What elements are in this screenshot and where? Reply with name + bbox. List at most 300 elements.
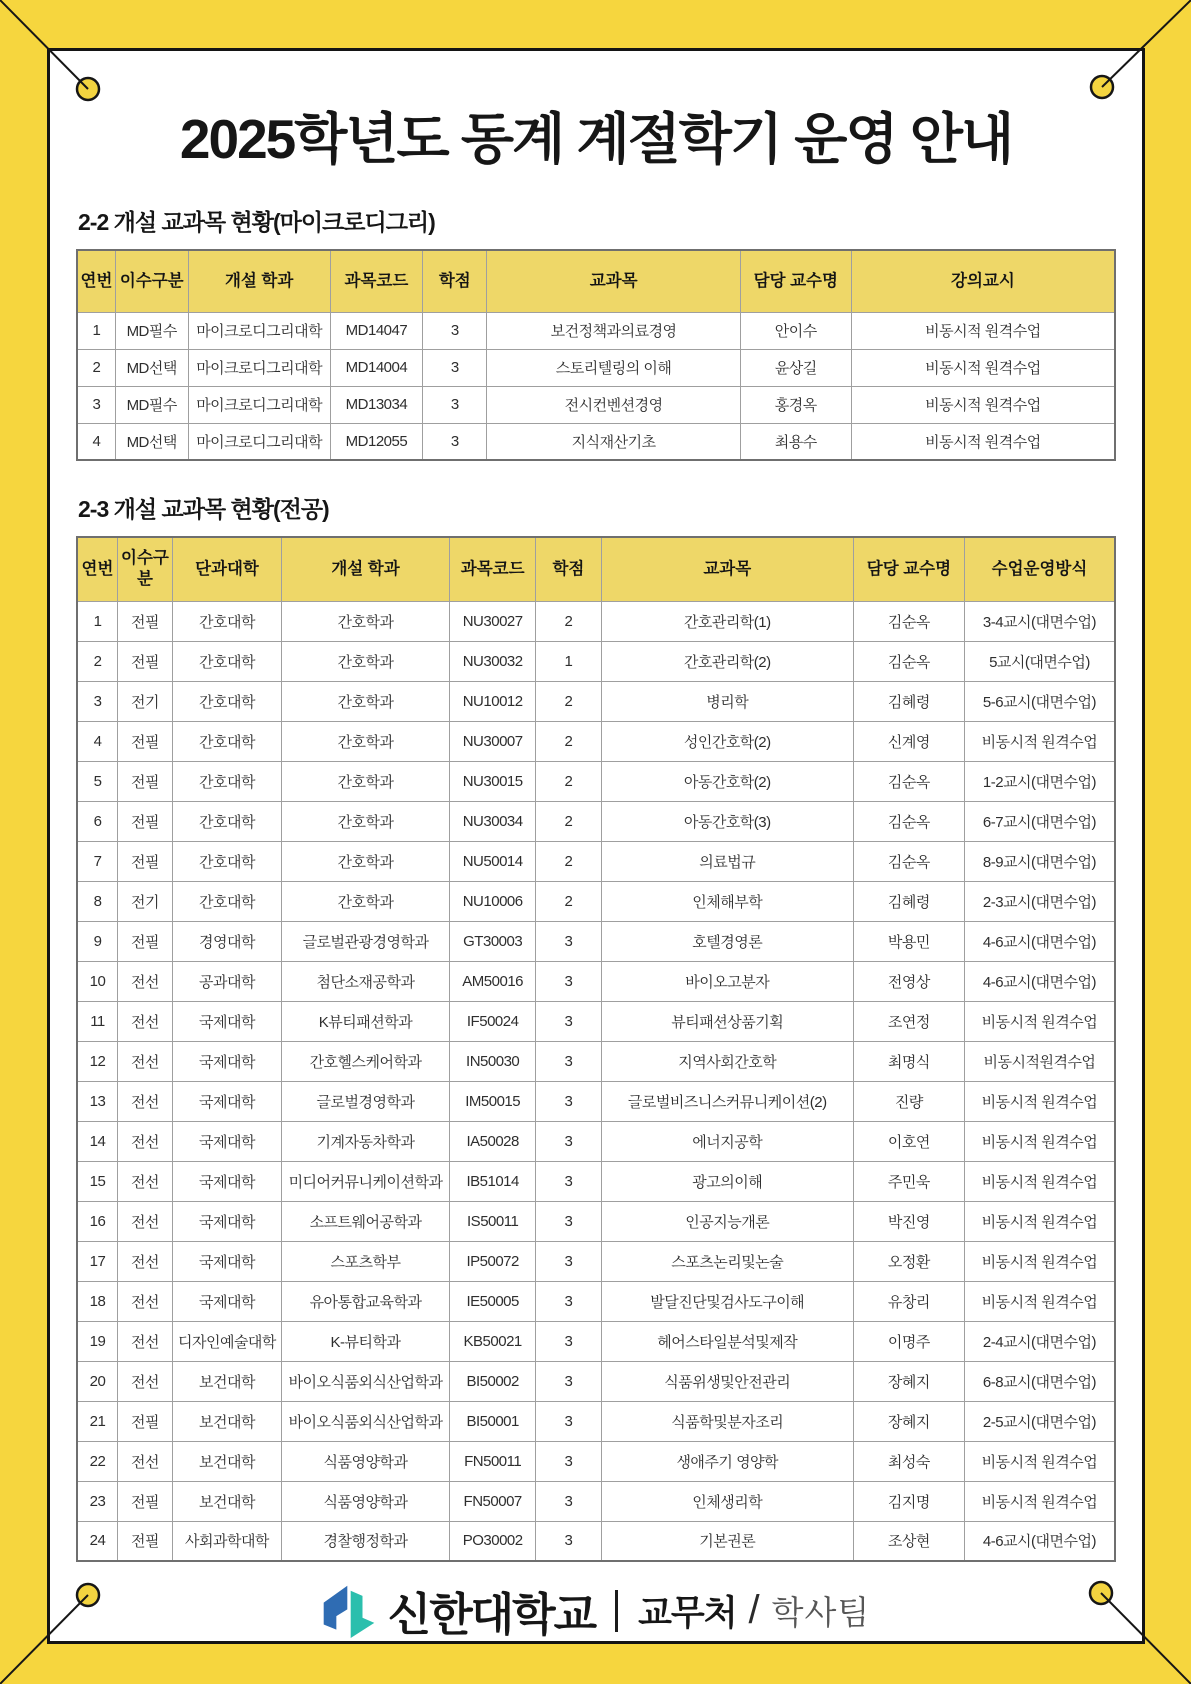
table-cell: 비동시적 원격수업: [964, 721, 1115, 761]
table-cell: 김지명: [853, 1481, 964, 1521]
table-cell: 국제대학: [172, 1241, 281, 1281]
table-row: [77, 801, 1115, 841]
table-cell: 전선: [117, 1441, 172, 1481]
table-cell: 5교시(대면수업): [964, 641, 1115, 681]
table-cell: 20: [77, 1361, 117, 1401]
table-cell: 전필: [117, 841, 172, 881]
table-cell: 3: [536, 1241, 601, 1281]
table-cell: 스포츠학부: [281, 1241, 449, 1281]
table-cell: NU30015: [450, 761, 536, 801]
table-cell: 16: [77, 1201, 117, 1241]
table-cell: 최명식: [853, 1041, 964, 1081]
table-cell: 김순옥: [853, 601, 964, 641]
table-cell: 간호대학: [172, 681, 281, 721]
table-cell: MD필수: [115, 312, 188, 349]
table-cell: 마이크로디그리대학: [188, 312, 330, 349]
table-cell: 소프트웨어공학과: [281, 1201, 449, 1241]
table-cell: FN50011: [450, 1441, 536, 1481]
table-cell: 7: [77, 841, 117, 881]
footer-slash: /: [748, 1588, 760, 1632]
column-header: 학점: [536, 537, 601, 601]
table-cell: 아동간호학(2): [601, 761, 853, 801]
table-cell: 2: [77, 349, 115, 386]
table-cell: 비동시적 원격수업: [851, 423, 1115, 460]
table-cell: 간호학과: [281, 841, 449, 881]
table-cell: 3: [536, 1121, 601, 1161]
table-cell: 간호관리학(2): [601, 641, 853, 681]
table-cell: 간호학과: [281, 641, 449, 681]
table-row: [77, 761, 1115, 801]
table-cell: K-뷰티학과: [281, 1321, 449, 1361]
table-cell: 인체생리학: [601, 1481, 853, 1521]
table-cell: 사회과학대학: [172, 1521, 281, 1561]
table-cell: 비동시적 원격수업: [964, 1081, 1115, 1121]
table-row: [77, 423, 1115, 460]
table-cell: 3: [536, 1281, 601, 1321]
column-header: 강의교시: [851, 250, 1115, 312]
table-cell: GT30003: [450, 921, 536, 961]
table-cell: 국제대학: [172, 1161, 281, 1201]
table-cell: 4-6교시(대면수업): [964, 1521, 1115, 1561]
table-cell: 박용민: [853, 921, 964, 961]
table-cell: 보건대학: [172, 1361, 281, 1401]
table-cell: 1: [77, 601, 117, 641]
table-cell: 1: [536, 641, 601, 681]
table-cell: 2: [536, 881, 601, 921]
table-cell: AM50016: [450, 961, 536, 1001]
table-row: [77, 1441, 1115, 1481]
table-cell: 3: [423, 312, 487, 349]
table-cell: 경영대학: [172, 921, 281, 961]
table-cell: MD13034: [330, 386, 422, 423]
table-cell: 19: [77, 1321, 117, 1361]
table-cell: 3: [536, 1001, 601, 1041]
table-cell: 8: [77, 881, 117, 921]
column-header: 과목코드: [330, 250, 422, 312]
table-cell: IB51014: [450, 1161, 536, 1201]
table-cell: 15: [77, 1161, 117, 1201]
table-cell: 비동시적원격수업: [964, 1041, 1115, 1081]
table-cell: 18: [77, 1281, 117, 1321]
table-cell: 국제대학: [172, 1041, 281, 1081]
university-name: 신한대학교: [387, 1589, 596, 1640]
column-header: 담당 교수명: [740, 250, 851, 312]
table-cell: 헤어스타일분석및제작: [601, 1321, 853, 1361]
footer-divider: [615, 1590, 618, 1632]
table-cell: 2: [536, 721, 601, 761]
table-cell: 국제대학: [172, 1121, 281, 1161]
table-cell: 조상현: [853, 1521, 964, 1561]
table-cell: 전영상: [853, 961, 964, 1001]
table-cell: 6: [77, 801, 117, 841]
md-table-header-row: [77, 250, 1115, 312]
table-cell: 2-3교시(대면수업): [964, 881, 1115, 921]
table-cell: 3: [536, 1161, 601, 1201]
table-cell: 의료법규: [601, 841, 853, 881]
table-cell: IA50028: [450, 1121, 536, 1161]
table-cell: 광고의이해: [601, 1161, 853, 1201]
column-header: 단과대학: [172, 537, 281, 601]
table-row: [77, 312, 1115, 349]
table-cell: 식품영양학과: [281, 1441, 449, 1481]
table-cell: 인공지능개론: [601, 1201, 853, 1241]
table-cell: 간호학과: [281, 721, 449, 761]
table-cell: 보건정책과의료경영: [487, 312, 740, 349]
table-cell: IF50024: [450, 1001, 536, 1041]
table-cell: 전필: [117, 761, 172, 801]
table-cell: 비동시적 원격수업: [851, 312, 1115, 349]
table-cell: 2-5교시(대면수업): [964, 1401, 1115, 1441]
table-cell: MD선택: [115, 349, 188, 386]
table-cell: 지역사회간호학: [601, 1041, 853, 1081]
table-cell: 김순옥: [853, 801, 964, 841]
footer-team: 학사팀: [771, 1594, 871, 1631]
table-cell: 신계영: [853, 721, 964, 761]
table-cell: 마이크로디그리대학: [188, 423, 330, 460]
table-cell: NU10006: [450, 881, 536, 921]
table-cell: 전필: [117, 721, 172, 761]
table-row: [77, 1081, 1115, 1121]
table-cell: 22: [77, 1441, 117, 1481]
table-row: [77, 1281, 1115, 1321]
column-header: 교과목: [601, 537, 853, 601]
table-cell: 6-7교시(대면수업): [964, 801, 1115, 841]
table-row: [77, 881, 1115, 921]
table-cell: 성인간호학(2): [601, 721, 853, 761]
table-cell: 박진영: [853, 1201, 964, 1241]
table-cell: 김순옥: [853, 761, 964, 801]
table-cell: 보건대학: [172, 1401, 281, 1441]
major-courses-table: [76, 536, 1116, 1562]
table-cell: 간호학과: [281, 681, 449, 721]
table-row: [77, 841, 1115, 881]
table-cell: 17: [77, 1241, 117, 1281]
table-cell: 식품학및분자조리: [601, 1401, 853, 1441]
table-cell: 2: [536, 841, 601, 881]
table-cell: 비동시적 원격수업: [964, 1201, 1115, 1241]
table-cell: 바이오식품외식산업학과: [281, 1401, 449, 1441]
table-cell: 21: [77, 1401, 117, 1441]
table-cell: IM50015: [450, 1081, 536, 1121]
table-cell: 스포츠논리및논술: [601, 1241, 853, 1281]
table-cell: 바이오고분자: [601, 961, 853, 1001]
table-cell: 간호대학: [172, 801, 281, 841]
table-cell: 전필: [117, 921, 172, 961]
table-row: [77, 1241, 1115, 1281]
table-row: [77, 1361, 1115, 1401]
table-cell: 간호학과: [281, 761, 449, 801]
table-row: [77, 681, 1115, 721]
table-cell: IS50011: [450, 1201, 536, 1241]
table-cell: 2: [536, 601, 601, 641]
table-cell: 전기: [117, 681, 172, 721]
table-cell: BI50002: [450, 1361, 536, 1401]
table-cell: 홍경옥: [740, 386, 851, 423]
table-cell: 국제대학: [172, 1201, 281, 1241]
table-cell: PO30002: [450, 1521, 536, 1561]
table-cell: NU30027: [450, 601, 536, 641]
column-header: 이수구분: [117, 537, 172, 601]
table-cell: 글로벌경영학과: [281, 1081, 449, 1121]
table-cell: 전필: [117, 641, 172, 681]
table-row: [77, 349, 1115, 386]
md-courses-table: [76, 249, 1116, 461]
table-cell: 병리학: [601, 681, 853, 721]
table-cell: 국제대학: [172, 1001, 281, 1041]
table-cell: 호텔경영론: [601, 921, 853, 961]
table-cell: 식품위생및안전관리: [601, 1361, 853, 1401]
column-header: 개설 학과: [188, 250, 330, 312]
table-cell: 비동시적 원격수업: [964, 1241, 1115, 1281]
section-md-heading: 2-2 개설 교과목 현황(마이크로디그리): [78, 209, 435, 235]
table-cell: 공과대학: [172, 961, 281, 1001]
table-cell: 8-9교시(대면수업): [964, 841, 1115, 881]
table-cell: 오정환: [853, 1241, 964, 1281]
table-cell: 3: [536, 1521, 601, 1561]
table-cell: 지식재산기초: [487, 423, 740, 460]
table-cell: NU30007: [450, 721, 536, 761]
table-cell: 장혜지: [853, 1401, 964, 1441]
table-row: [77, 601, 1115, 641]
table-cell: 마이크로디그리대학: [188, 386, 330, 423]
table-cell: 3: [423, 349, 487, 386]
table-row: [77, 1321, 1115, 1361]
table-cell: 이명주: [853, 1321, 964, 1361]
column-header: 과목코드: [450, 537, 536, 601]
table-cell: 조연정: [853, 1001, 964, 1041]
table-cell: 국제대학: [172, 1081, 281, 1121]
column-header: 연번: [77, 537, 117, 601]
table-cell: NU30032: [450, 641, 536, 681]
table-cell: 간호학과: [281, 881, 449, 921]
table-cell: 전선: [117, 1081, 172, 1121]
table-cell: 뷰티패션상품기획: [601, 1001, 853, 1041]
table-cell: 10: [77, 961, 117, 1001]
table-cell: MD12055: [330, 423, 422, 460]
table-cell: 2-4교시(대면수업): [964, 1321, 1115, 1361]
table-cell: 1-2교시(대면수업): [964, 761, 1115, 801]
table-cell: 11: [77, 1001, 117, 1041]
table-cell: 3: [536, 921, 601, 961]
table-cell: 3: [536, 1081, 601, 1121]
table-cell: 3-4교시(대면수업): [964, 601, 1115, 641]
table-cell: 유창리: [853, 1281, 964, 1321]
column-header: 교과목: [487, 250, 740, 312]
table-cell: 2: [536, 761, 601, 801]
table-cell: KB50021: [450, 1321, 536, 1361]
table-cell: 간호대학: [172, 721, 281, 761]
table-cell: 최용수: [740, 423, 851, 460]
table-cell: 9: [77, 921, 117, 961]
university-logo-icon: [322, 1580, 376, 1642]
table-cell: 3: [536, 1041, 601, 1081]
column-header: 수업운영방식: [964, 537, 1115, 601]
table-cell: IE50005: [450, 1281, 536, 1321]
table-cell: 4-6교시(대면수업): [964, 921, 1115, 961]
table-cell: 4: [77, 721, 117, 761]
table-row: [77, 1481, 1115, 1521]
table-cell: 3: [536, 1401, 601, 1441]
table-cell: 5-6교시(대면수업): [964, 681, 1115, 721]
table-cell: 전선: [117, 1041, 172, 1081]
column-header: 연번: [77, 250, 115, 312]
table-cell: IP50072: [450, 1241, 536, 1281]
table-cell: 기본권론: [601, 1521, 853, 1561]
table-cell: 4: [77, 423, 115, 460]
table-cell: 2: [536, 681, 601, 721]
column-header: 학점: [423, 250, 487, 312]
table-cell: MD필수: [115, 386, 188, 423]
table-cell: FN50007: [450, 1481, 536, 1521]
table-cell: 간호헬스케어학과: [281, 1041, 449, 1081]
table-cell: 1: [77, 312, 115, 349]
table-cell: 전필: [117, 1521, 172, 1561]
table-cell: 발달진단및검사도구이해: [601, 1281, 853, 1321]
table-cell: 김혜령: [853, 881, 964, 921]
table-cell: 비동시적 원격수업: [964, 1481, 1115, 1521]
table-cell: 3: [77, 386, 115, 423]
footer-department: 교무처: [638, 1593, 737, 1633]
section-major-heading: 2-3 개설 교과목 현황(전공): [78, 496, 329, 522]
table-row: [77, 1161, 1115, 1201]
table-cell: 간호대학: [172, 761, 281, 801]
table-cell: 2: [77, 641, 117, 681]
table-cell: 12: [77, 1041, 117, 1081]
footer: [76, 1578, 1116, 1643]
table-cell: 3: [423, 386, 487, 423]
table-cell: MD선택: [115, 423, 188, 460]
table-cell: 식품영양학과: [281, 1481, 449, 1521]
poster-paper: [47, 48, 1145, 1644]
table-cell: 13: [77, 1081, 117, 1121]
table-cell: 디자인예술대학: [172, 1321, 281, 1361]
table-cell: 24: [77, 1521, 117, 1561]
table-cell: 유아통합교육학과: [281, 1281, 449, 1321]
table-cell: 3: [423, 423, 487, 460]
table-cell: 전선: [117, 961, 172, 1001]
table-cell: 전선: [117, 1361, 172, 1401]
table-cell: 14: [77, 1121, 117, 1161]
table-cell: 최성숙: [853, 1441, 964, 1481]
table-cell: 비동시적 원격수업: [964, 1441, 1115, 1481]
column-header: 담당 교수명: [853, 537, 964, 601]
table-cell: 비동시적 원격수업: [964, 1281, 1115, 1321]
table-cell: 안이수: [740, 312, 851, 349]
table-cell: 이호연: [853, 1121, 964, 1161]
table-cell: K뷰티패션학과: [281, 1001, 449, 1041]
table-cell: NU10012: [450, 681, 536, 721]
table-cell: 간호학과: [281, 601, 449, 641]
table-cell: 비동시적 원격수업: [964, 1121, 1115, 1161]
table-row: [77, 1521, 1115, 1561]
table-cell: 아동간호학(3): [601, 801, 853, 841]
table-cell: 3: [536, 1321, 601, 1361]
table-cell: 글로벌관광경영학과: [281, 921, 449, 961]
table-cell: 윤상길: [740, 349, 851, 386]
table-cell: MD14047: [330, 312, 422, 349]
table-cell: 3: [536, 1361, 601, 1401]
table-cell: 3: [536, 1441, 601, 1481]
table-cell: 전선: [117, 1001, 172, 1041]
table-row: [77, 1001, 1115, 1041]
page-title: 2025학년도 동계 계절학기 운영 안내: [179, 108, 1013, 170]
table-cell: 전필: [117, 1401, 172, 1441]
table-cell: 인체해부학: [601, 881, 853, 921]
table-cell: IN50030: [450, 1041, 536, 1081]
table-cell: 바이오식품외식산업학과: [281, 1361, 449, 1401]
table-cell: 국제대학: [172, 1281, 281, 1321]
table-cell: 보건대학: [172, 1441, 281, 1481]
table-cell: 전선: [117, 1281, 172, 1321]
table-cell: 첨단소재공학과: [281, 961, 449, 1001]
table-cell: 비동시적 원격수업: [964, 1001, 1115, 1041]
table-cell: 전필: [117, 601, 172, 641]
table-cell: 23: [77, 1481, 117, 1521]
table-cell: 전기: [117, 881, 172, 921]
major-table-header-row: [77, 537, 1115, 601]
table-cell: 간호대학: [172, 641, 281, 681]
table-cell: MD14004: [330, 349, 422, 386]
table-cell: NU50014: [450, 841, 536, 881]
table-cell: 간호대학: [172, 881, 281, 921]
table-cell: 글로벌비즈니스커뮤니케이션(2): [601, 1081, 853, 1121]
table-cell: NU30034: [450, 801, 536, 841]
table-cell: 비동시적 원격수업: [851, 349, 1115, 386]
table-cell: 주민욱: [853, 1161, 964, 1201]
column-header: 개설 학과: [281, 537, 449, 601]
table-cell: 간호관리학(1): [601, 601, 853, 641]
table-cell: 3: [536, 1201, 601, 1241]
table-cell: 미디어커뮤니케이션학과: [281, 1161, 449, 1201]
table-cell: 김혜령: [853, 681, 964, 721]
table-cell: 기계자동차학과: [281, 1121, 449, 1161]
table-cell: 간호학과: [281, 801, 449, 841]
table-cell: 비동시적 원격수업: [851, 386, 1115, 423]
table-row: [77, 1401, 1115, 1441]
column-header: 이수구분: [115, 250, 188, 312]
table-cell: 전선: [117, 1161, 172, 1201]
table-cell: 전선: [117, 1121, 172, 1161]
table-cell: 2: [536, 801, 601, 841]
table-cell: 5: [77, 761, 117, 801]
table-cell: 진량: [853, 1081, 964, 1121]
table-cell: 전선: [117, 1201, 172, 1241]
table-row: [77, 1201, 1115, 1241]
table-cell: 간호대학: [172, 841, 281, 881]
table-cell: 6-8교시(대면수업): [964, 1361, 1115, 1401]
table-cell: 전필: [117, 1481, 172, 1521]
table-row: [77, 721, 1115, 761]
table-cell: 4-6교시(대면수업): [964, 961, 1115, 1001]
table-cell: 3: [536, 961, 601, 1001]
table-cell: 3: [536, 1481, 601, 1521]
table-cell: 비동시적 원격수업: [964, 1161, 1115, 1201]
table-cell: 에너지공학: [601, 1121, 853, 1161]
table-cell: 김순옥: [853, 641, 964, 681]
table-cell: 김순옥: [853, 841, 964, 881]
table-cell: 마이크로디그리대학: [188, 349, 330, 386]
table-cell: 보건대학: [172, 1481, 281, 1521]
table-cell: 장혜지: [853, 1361, 964, 1401]
table-cell: 전시컨벤션경영: [487, 386, 740, 423]
table-row: [77, 1121, 1115, 1161]
table-row: [77, 961, 1115, 1001]
table-row: [77, 921, 1115, 961]
table-cell: 스토리텔링의 이해: [487, 349, 740, 386]
table-row: [77, 386, 1115, 423]
table-row: [77, 1041, 1115, 1081]
table-cell: 전선: [117, 1321, 172, 1361]
